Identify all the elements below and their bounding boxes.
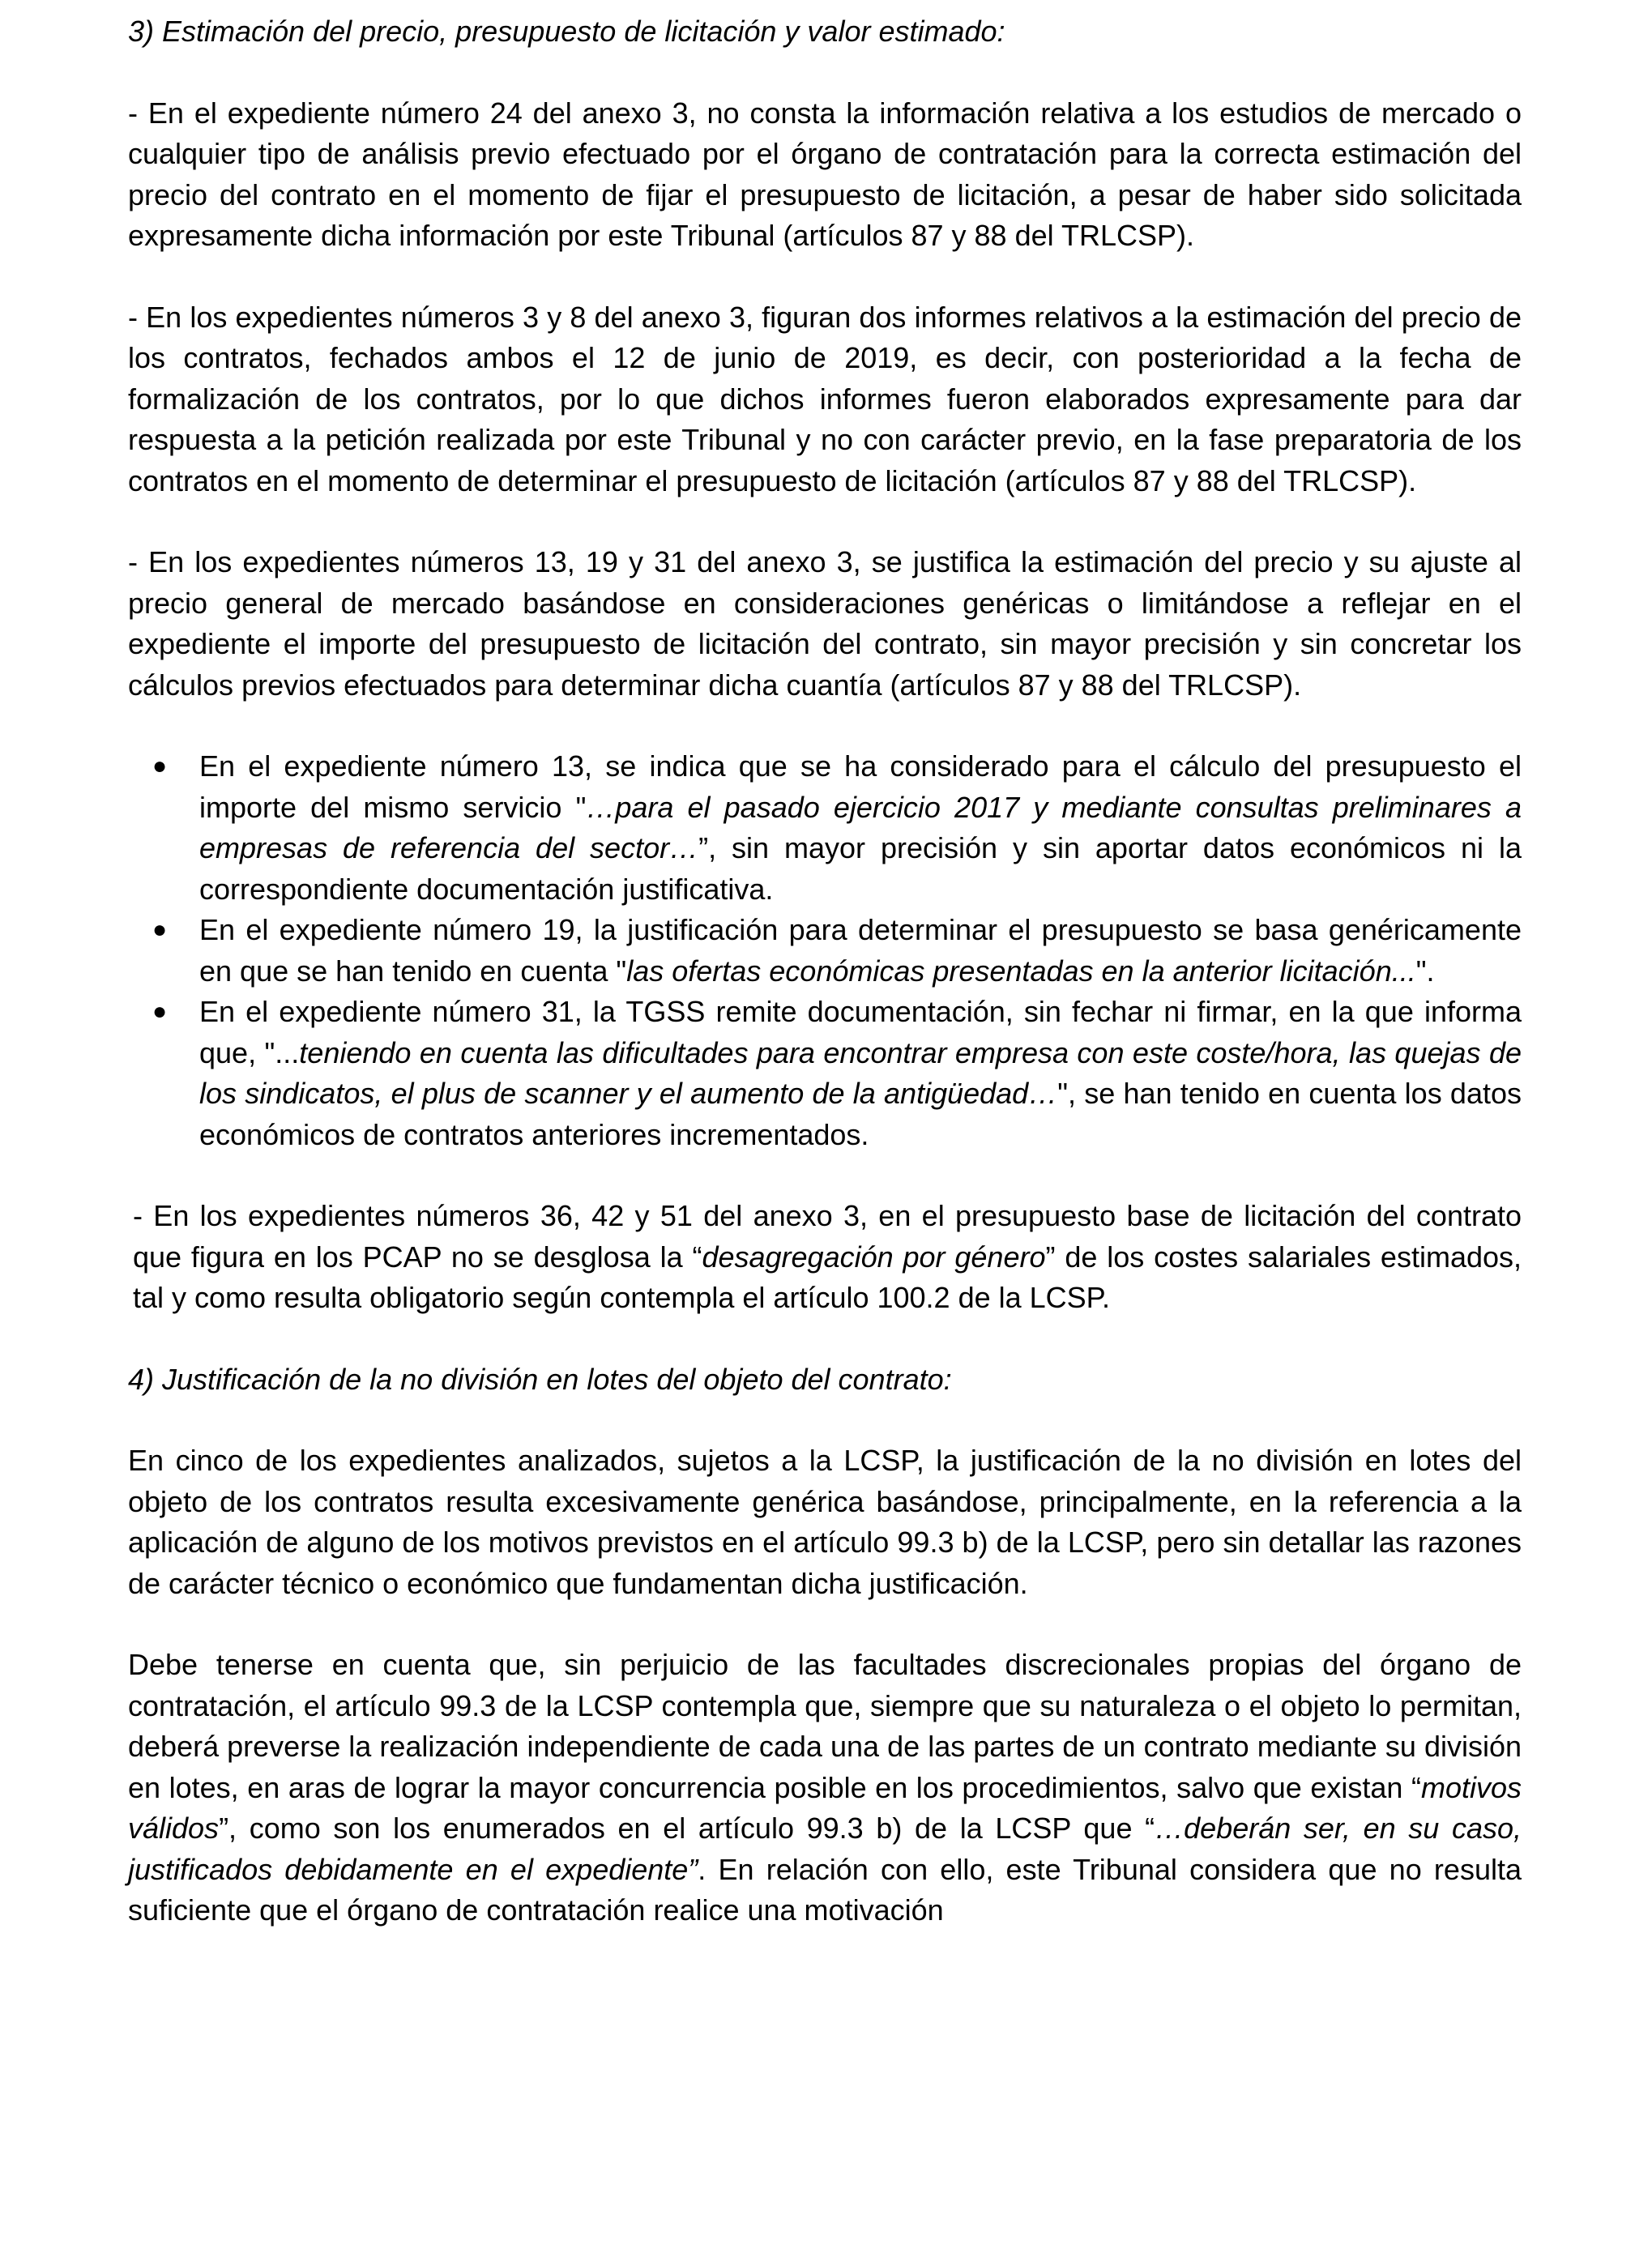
bullet-list	[128, 746, 1522, 1155]
bullet-text: En el expediente número 19, la justificación para determinar el presupuesto se basa genéricamente en que se han tenido en cuenta "	[199, 913, 1522, 988]
document-page	[128, 11, 1522, 1931]
section-3-heading: 3) Estimación del precio, presupuesto de licitación y valor estimado:	[128, 15, 1005, 48]
bullet-quote: las ofertas económicas presentadas en la anterior licitación...	[626, 954, 1416, 988]
paragraph-quote: desagregación por género	[702, 1240, 1046, 1274]
paragraph-text: . En relación con ello, este Tribunal considera que no resulta suficiente que el órgano de contratación realice una motivación	[128, 1852, 1522, 1927]
list-item	[128, 910, 1522, 992]
paragraph-text: Debe tenerse en cuenta que, sin perjuicio de las facultades discrecionales propias del órgano de contratación, el artículo 99.3 de la LCSP contempla que, siempre que su naturaleza o el objeto lo permitan, deberá preverse la realización independiente de cada una de las partes de un contrato mediante su división en lotes, en aras de lograr la mayor concurrencia posible en los procedimientos, salvo que existan “	[128, 1648, 1522, 1804]
bullet-text: ".	[1415, 954, 1435, 988]
bullet-quote: teniendo en cuenta las dificultades para encontrar empresa con este coste/hora, las quejas de los sindicatos, el plus de scanner y el aumento de la antigüedad…	[199, 1035, 1522, 1110]
bullet-icon: ●	[152, 753, 168, 779]
bullet-icon: ●	[152, 916, 168, 943]
paragraph-text: ”, como son los enumerados en el artículo 99.3 b) de la LCSP que “	[219, 1812, 1155, 1845]
list-item	[128, 746, 1522, 910]
section-4-paragraph-2	[128, 1645, 1522, 1931]
bullet-icon: ●	[152, 998, 168, 1025]
section-3-paragraph-3: - En los expedientes números 13, 19 y 31 del anexo 3, se justifica la estimación del precio y su ajuste al precio general de mercado basándose en consideraciones genéricas o limitándose a reflejar en el expediente el importe del presupuesto de licitación del contrato, sin mayor precisión y sin concretar los cálculos previos efectuados para determinar dicha cuantía (artículos 87 y 88 del TRLCSP).	[128, 545, 1522, 702]
section-3-paragraph-2: - En los expedientes números 3 y 8 del anexo 3, figuran dos informes relativos a la estimación del precio de los contratos, fechados ambos el 12 de junio de 2019, es decir, con posterioridad a la fecha de formalización de los contratos, por lo que dichos informes fueron elaborados expresamente para dar respuesta a la petición realizada por este Tribunal y no con carácter previo, en la fase preparatoria de los contratos en el momento de determinar el presupuesto de licitación (artículos 87 y 88 del TRLCSP).	[128, 300, 1522, 497]
list-item	[128, 992, 1522, 1155]
paragraph-quote: …deberán ser, en su caso, justificados debidamente en el expediente”	[128, 1812, 1522, 1886]
section-4-heading: 4) Justificación de la no división en lotes del objeto del contrato:	[128, 1362, 952, 1396]
bullet-text: ", se han tenido en cuenta los datos económicos de contratos anteriores incrementados.	[199, 1077, 1522, 1151]
bullet-quote: …para el pasado ejercicio 2017 y mediante consultas preliminares a empresas de referencia del sector…	[199, 790, 1522, 864]
paragraph-quote: motivos válidos	[128, 1770, 1522, 1845]
paragraph-text: - En los expedientes números 36, 42 y 51 del anexo 3, en el presupuesto base de licitación del contrato que figura en los PCAP no se desglosa la “	[133, 1199, 1522, 1274]
section-4-paragraph-1: En cinco de los expedientes analizados, sujetos a la LCSP, la justificación de la no división en lotes del objeto de los contratos resulta excesivamente genérica basándose, principalmente, en la referencia a la aplicación de alguno de los motivos previstos en el artículo 99.3 b) de la LCSP, pero sin detallar las razones de carácter técnico o económico que fundamentan dicha justificación.	[128, 1444, 1522, 1600]
bullet-text: ”, sin mayor precisión y sin aportar datos económicos ni la correspondiente documentación justificativa.	[199, 831, 1522, 906]
bullet-text: En el expediente número 31, la TGSS remite documentación, sin fechar ni firmar, en la que informa que, "...	[199, 995, 1522, 1069]
bullet-text: En el expediente número 13, se indica que se ha considerado para el cálculo del presupuesto el importe del mismo servicio "	[199, 749, 1522, 824]
section-3-paragraph-1: - En el expediente número 24 del anexo 3, no consta la información relativa a los estudios de mercado o cualquier tipo de análisis previo efectuado por el órgano de contratación para la correcta estimación del precio del contrato en el momento de fijar el presupuesto de licitación, a pesar de haber sido solicitada expresamente dicha información por este Tribunal (artículos 87 y 88 del TRLCSP).	[128, 96, 1522, 252]
paragraph-text: ” de los costes salariales estimados, tal y como resulta obligatorio según contempla el artículo 100.2 de la LCSP.	[133, 1240, 1522, 1314]
section-3-paragraph-4	[128, 1196, 1522, 1319]
